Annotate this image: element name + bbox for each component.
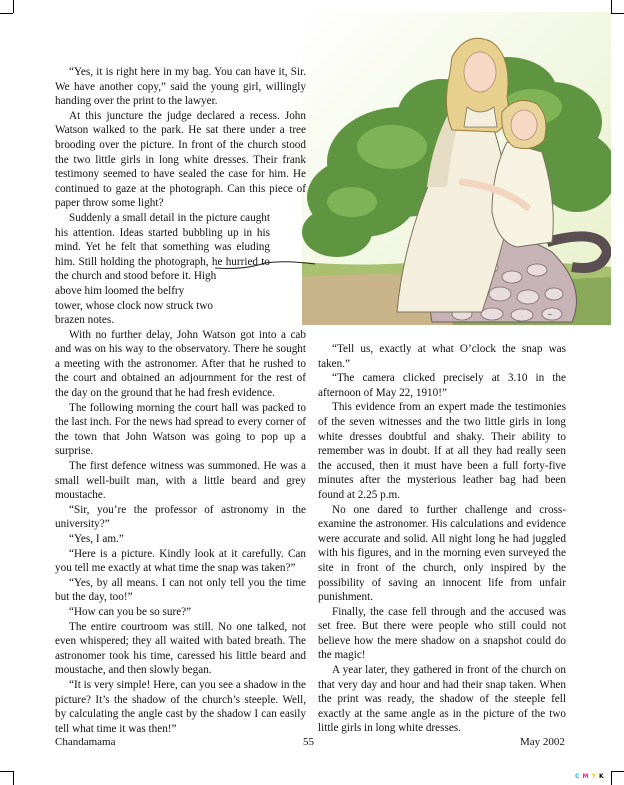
left-text-column <box>55 65 306 736</box>
paragraph: “Yes, I am.” <box>69 533 124 545</box>
paragraph: A year later, they gathered in front of the church on that very day and hour and had their snap taken. When the print was ready, the shadow of the steeple fell exactly at the same angle as in the picture of the two little girls in long white dresses. <box>318 664 566 735</box>
paragraph: “Tell us, exactly at what O’clock the snap was taken.” <box>318 343 566 370</box>
wrapped-line: tower, whose clock now struck two <box>55 299 214 312</box>
crop-mark-br-v <box>611 771 612 785</box>
paragraph: The entire courtroom was still. No one talked, not even whispered; they all waited with bated breath. The astronomer took his time, caressed his little beard and moustache, and then slowly began. <box>55 620 306 677</box>
footer-page-number: 55 <box>303 736 314 748</box>
cmyk-m: M <box>582 773 589 780</box>
paragraph: “Sir, you’re the professor of astronomy in the university?” <box>55 503 306 531</box>
paragraph: “Yes, it is right here in my bag. You can have it, Sir. We have another copy,” said the young girl, willingly handing over the print to the lawyer. <box>55 66 306 108</box>
footer-date: May 2002 <box>520 736 565 748</box>
crop-mark-br-h <box>611 771 624 772</box>
cmyk-y: Y <box>591 773 597 780</box>
paragraph: “The camera clicked precisely at 3.10 in the afternoon of May 22, 1910!” <box>318 372 566 399</box>
paragraph: This evidence from an expert made the testimonies of the seven witnesses and the two little girls in long white dresses doubtful and shaky. Their ability to remember was in doubt. If at all they had really seen the accused, then it must have been a full forty-five minutes after the mysterious leather bag had been found at 2.25 p.m. <box>318 401 566 501</box>
crop-mark-bl-v <box>13 771 14 785</box>
svg-text:~: ~ <box>547 311 553 319</box>
cmyk-marks <box>575 773 604 780</box>
cmyk-c: C <box>575 773 580 780</box>
story-illustration <box>302 12 611 325</box>
paragraph: At this juncture the judge declared a recess. John Watson walked to the park. He sat there under a tree brooding over the picture. In front of the church stood the two little girls in long white dresses. Their frank testimony seemed to have sealed the case for him. He continued to gaze at the photograph. Can this piece of paper throw some light? <box>55 109 306 210</box>
right-text-column <box>318 342 566 736</box>
paragraph: The following morning the court hall was packed to the last inch. For the news had spread to every corner of the town that John Watson was going to pop up a surprise. <box>55 401 307 458</box>
footer-publication: Chandamama <box>55 736 116 748</box>
crop-mark-tr-v <box>611 0 612 13</box>
crop-mark-tl-h <box>0 13 13 14</box>
paragraph: “How can you be so sure?” <box>69 605 192 618</box>
paragraph: “It is very simple! Here, can you see a shadow in the picture? It’s the shadow of the church’s steeple. Well, by calculating the angle cast by the shadow I can easily tell what time it was then!” <box>55 678 306 735</box>
paragraph: Finally, the case fell through and the accused was set free. But there were people who still could not believe how the mere shadow on a snapshot could do the magic! <box>318 605 566 662</box>
wrapped-line: brazen notes. <box>55 314 115 327</box>
crop-mark-tl-v <box>13 0 14 13</box>
older-girl-face <box>464 52 496 92</box>
wrapped-line: above him loomed the belfry <box>55 284 185 297</box>
paragraph: “Here is a picture. Kindly look at it carefully. Can you tell me exactly at what time the snap was taken?” <box>55 547 306 575</box>
crop-mark-bl-h <box>0 771 13 772</box>
paragraph: Suddenly a small detail in the picture caught his attention. Ideas started bubbling up in his mind. Yet he felt that something was eluding him. Still holding the photograph, he hurried to the church and stood before it. High <box>55 211 270 283</box>
paragraph: With no further delay, John Watson got into a cab and was on his way to the observatory. There he sought a meeting with the astronomer. After that he rushed to the court and obtained an adjournment for the rest of the day on the ground that he had fresh evidence. <box>55 328 306 400</box>
cmyk-k: K <box>599 773 605 780</box>
crop-mark-tr-h <box>611 13 624 14</box>
paragraph: “Yes, by all means. I can not only tell you the time but the day, too!” <box>55 576 306 604</box>
paragraph: The first defence witness was summoned. He was a small well-built man, with a little beard and grey moustache. <box>55 460 306 502</box>
paragraph: No one dared to further challenge and cross-examine the astronomer. His calculations and evidence were accurate and solid. All night long he had juggled with his figures, and in the morning even surveyed the site in front of the church, only inspired by the possibility of saving an innocent life from unfair punishment. <box>318 503 566 604</box>
younger-girl-face <box>511 110 537 140</box>
